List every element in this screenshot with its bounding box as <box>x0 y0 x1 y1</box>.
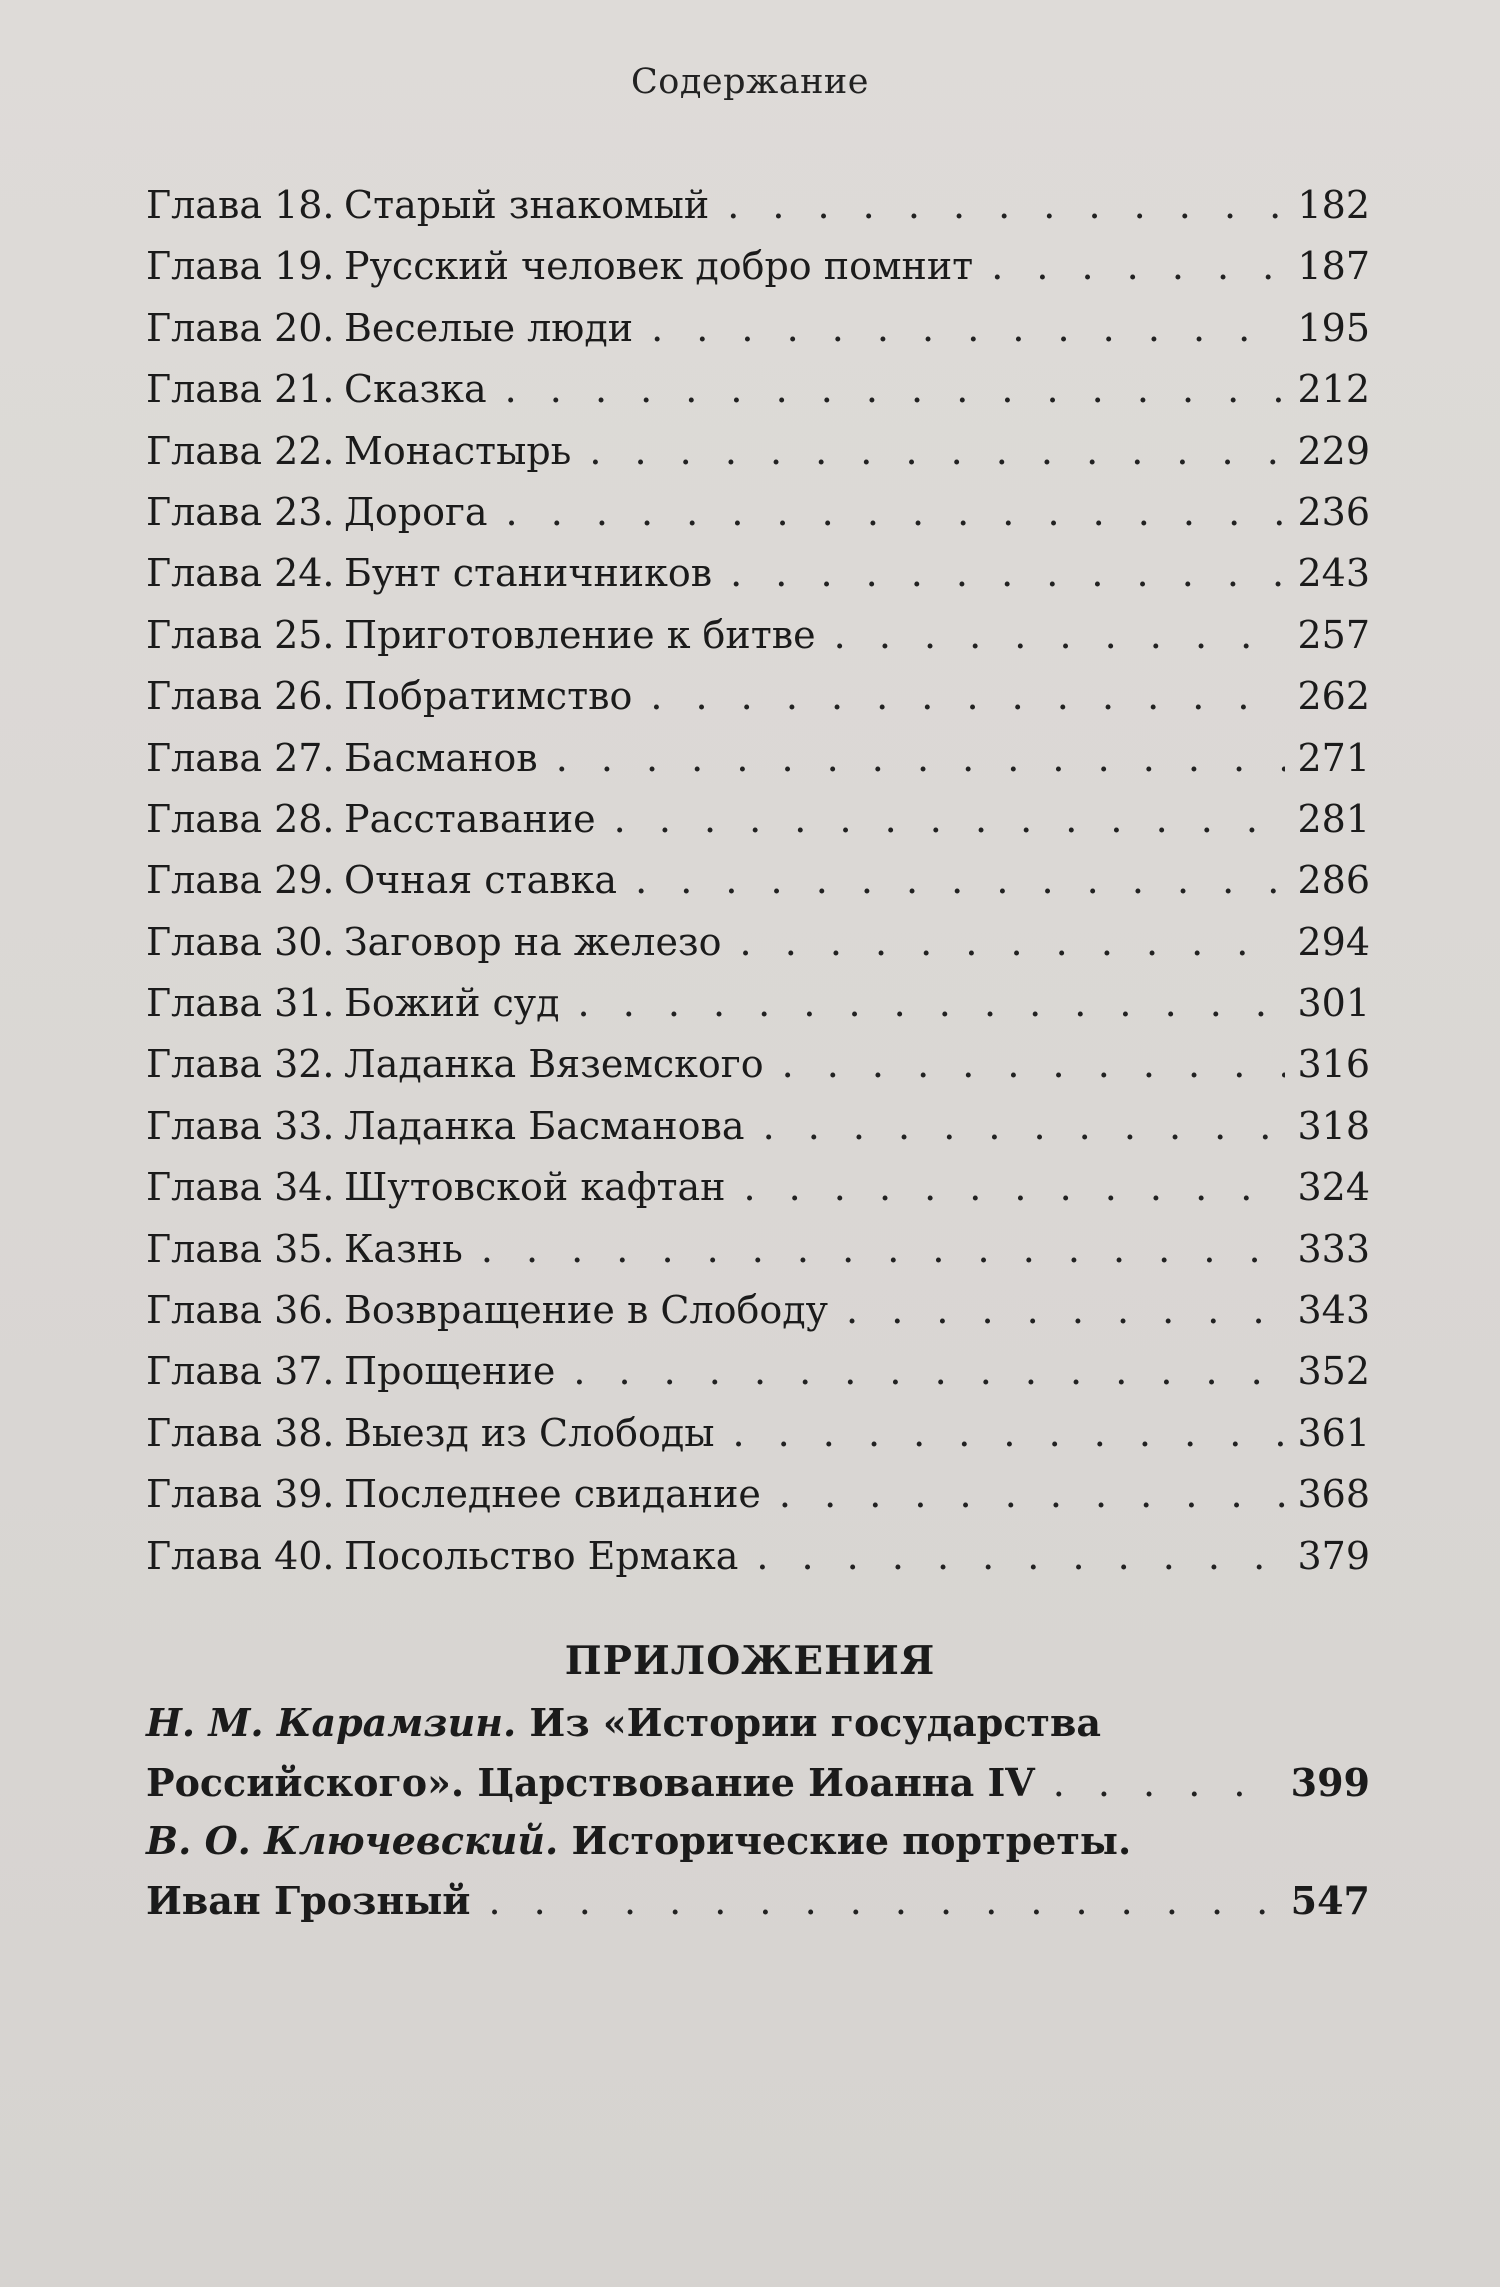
chapter-page-number: 271 <box>1297 735 1370 780</box>
chapter-title: Монастырь <box>344 428 572 473</box>
chapter-title: Сказка <box>344 367 487 412</box>
dot-leader <box>481 1227 1286 1271</box>
chapter-page-number: 361 <box>1297 1410 1370 1455</box>
dot-leader <box>1053 1761 1279 1805</box>
appendix-entry-line <box>146 1760 1370 1820</box>
chapter-title: Посольство Ермака <box>344 1533 739 1578</box>
dot-leader <box>573 1349 1285 1393</box>
appendix-entry-karamzin <box>146 1700 1370 1820</box>
chapter-label: Глава 30. <box>146 919 335 964</box>
table-of-contents <box>146 183 1370 1595</box>
chapter-label: Глава 35. <box>146 1226 335 1271</box>
chapter-label: Глава 36. <box>146 1288 335 1333</box>
appendix-entry-line <box>146 1818 1370 1878</box>
chapter-title: Побратимство <box>344 674 633 719</box>
chapter-page-number: 182 <box>1297 183 1370 227</box>
dot-leader <box>782 1042 1286 1086</box>
toc-row <box>146 244 1370 305</box>
chapter-page-number: 229 <box>1297 428 1370 473</box>
chapter-title: Дорога <box>344 489 488 534</box>
toc-row <box>146 183 1370 244</box>
chapter-title: Басманов <box>344 735 538 780</box>
toc-row <box>146 1104 1370 1165</box>
dot-leader <box>488 1879 1278 1923</box>
appendix-page-number: 399 <box>1290 1760 1370 1805</box>
chapter-label: Глава 19. <box>146 244 335 289</box>
dot-leader <box>730 551 1285 595</box>
dot-leader <box>991 244 1285 288</box>
chapter-title: Бунт станичников <box>344 551 713 596</box>
dot-leader <box>651 306 1285 350</box>
chapter-page-number: 333 <box>1297 1226 1370 1271</box>
chapter-page-number: 368 <box>1297 1472 1370 1517</box>
chapter-title: Ладанка Басманова <box>344 1103 745 1148</box>
dot-leader <box>743 1165 1285 1209</box>
appendix-title-part: Из «Истории государства <box>516 1700 1101 1745</box>
chapter-title: Казнь <box>344 1226 463 1271</box>
appendix-entry-klyuchevsky <box>146 1818 1370 1938</box>
chapter-title: Последнее свидание <box>344 1472 761 1517</box>
appendix-title-part: Иван Грозный <box>146 1878 471 1923</box>
toc-row <box>146 920 1370 981</box>
toc-row <box>146 1411 1370 1472</box>
appendix-author: В. О. Ключевский. <box>146 1818 559 1863</box>
dot-leader <box>740 920 1286 964</box>
chapter-page-number: 324 <box>1297 1165 1370 1210</box>
chapter-title: Старый знакомый <box>344 183 710 227</box>
appendix-title-part: Российского». Царствование Иоанна IV <box>146 1760 1035 1805</box>
chapter-page-number: 318 <box>1297 1103 1370 1148</box>
dot-leader <box>727 183 1285 227</box>
appendix-entry-line <box>146 1700 1370 1760</box>
chapter-label: Глава 37. <box>146 1349 335 1394</box>
chapter-page-number: 195 <box>1297 305 1370 350</box>
chapter-label: Глава 33. <box>146 1103 335 1148</box>
chapter-title: Божий суд <box>344 981 560 1026</box>
chapter-page-number: 257 <box>1297 612 1370 657</box>
appendix-title-part: Исторические портреты. <box>558 1818 1132 1863</box>
chapter-label: Глава 29. <box>146 858 335 903</box>
toc-row <box>146 1165 1370 1226</box>
chapter-title: Шутовской кафтан <box>344 1165 726 1210</box>
chapter-label: Глава 27. <box>146 735 335 780</box>
toc-row <box>146 1349 1370 1410</box>
dot-leader <box>846 1288 1285 1332</box>
chapter-label: Глава 20. <box>146 305 335 350</box>
chapter-page-number: 243 <box>1297 551 1370 596</box>
toc-row <box>146 367 1370 428</box>
chapter-page-number: 352 <box>1297 1349 1370 1394</box>
dot-leader <box>556 736 1286 780</box>
chapter-page-number: 294 <box>1297 919 1370 964</box>
dot-leader <box>650 674 1285 718</box>
appendix-author: Н. М. Карамзин. <box>146 1700 517 1745</box>
chapter-page-number: 281 <box>1297 796 1370 841</box>
dot-leader <box>635 858 1285 902</box>
chapter-label: Глава 26. <box>146 674 335 719</box>
chapter-label: Глава 18. <box>146 183 335 227</box>
toc-row <box>146 674 1370 735</box>
toc-row <box>146 429 1370 490</box>
dot-leader <box>763 1104 1286 1148</box>
chapter-label: Глава 25. <box>146 612 335 657</box>
chapter-label: Глава 38. <box>146 1410 335 1455</box>
toc-row <box>146 981 1370 1042</box>
toc-row <box>146 1227 1370 1288</box>
chapter-title: Возвращение в Слободу <box>344 1288 829 1333</box>
dot-leader <box>505 367 1286 411</box>
chapter-page-number: 262 <box>1297 674 1370 719</box>
toc-row <box>146 306 1370 367</box>
chapter-title: Заговор на железо <box>344 919 722 964</box>
toc-row <box>146 736 1370 797</box>
chapter-title: Очная ставка <box>344 858 618 903</box>
chapter-label: Глава 21. <box>146 367 335 412</box>
appendix-heading: ПРИЛОЖЕНИЯ <box>564 1638 936 1684</box>
chapter-page-number: 286 <box>1297 858 1370 903</box>
chapter-page-number: 301 <box>1297 981 1370 1026</box>
chapter-title: Расставание <box>344 796 596 841</box>
chapter-title: Выезд из Слободы <box>344 1410 715 1455</box>
chapter-title: Приготовление к битве <box>344 612 816 657</box>
appendix-page-number: 547 <box>1290 1878 1370 1923</box>
chapter-label: Глава 31. <box>146 981 335 1026</box>
chapter-page-number: 212 <box>1297 367 1370 412</box>
chapter-page-number: 236 <box>1297 489 1370 534</box>
chapter-title: Прощение <box>344 1349 556 1394</box>
chapter-page-number: 316 <box>1297 1042 1370 1087</box>
dot-leader <box>589 429 1285 473</box>
dot-leader <box>834 613 1286 657</box>
chapter-label: Глава 40. <box>146 1533 335 1578</box>
toc-row <box>146 613 1370 674</box>
toc-row <box>146 1534 1370 1595</box>
chapter-label: Глава 32. <box>146 1042 335 1087</box>
chapter-title: Русский человек добро помнит <box>344 244 974 289</box>
dot-leader <box>614 797 1286 841</box>
chapter-label: Глава 34. <box>146 1165 335 1210</box>
dot-leader <box>779 1472 1286 1516</box>
toc-row <box>146 1042 1370 1103</box>
toc-row <box>146 1288 1370 1349</box>
chapter-label: Глава 28. <box>146 796 335 841</box>
chapter-page-number: 343 <box>1297 1288 1370 1333</box>
toc-row <box>146 797 1370 858</box>
chapter-page-number: 187 <box>1297 244 1370 289</box>
dot-leader <box>732 1411 1285 1455</box>
toc-row <box>146 551 1370 612</box>
dot-leader <box>578 981 1286 1025</box>
toc-row <box>146 858 1370 919</box>
chapter-page-number: 379 <box>1297 1533 1370 1578</box>
appendix-entry-line <box>146 1878 1370 1938</box>
chapter-label: Глава 24. <box>146 551 335 596</box>
chapter-title: Ладанка Вяземского <box>344 1042 764 1087</box>
chapter-label: Глава 22. <box>146 428 335 473</box>
toc-row <box>146 490 1370 551</box>
chapter-title: Веселые люди <box>344 305 634 350</box>
toc-row <box>146 1472 1370 1533</box>
chapter-label: Глава 23. <box>146 489 335 534</box>
chapter-label: Глава 39. <box>146 1472 335 1517</box>
dot-leader <box>756 1534 1285 1578</box>
running-head: Содержание <box>631 62 869 102</box>
dot-leader <box>506 490 1286 534</box>
